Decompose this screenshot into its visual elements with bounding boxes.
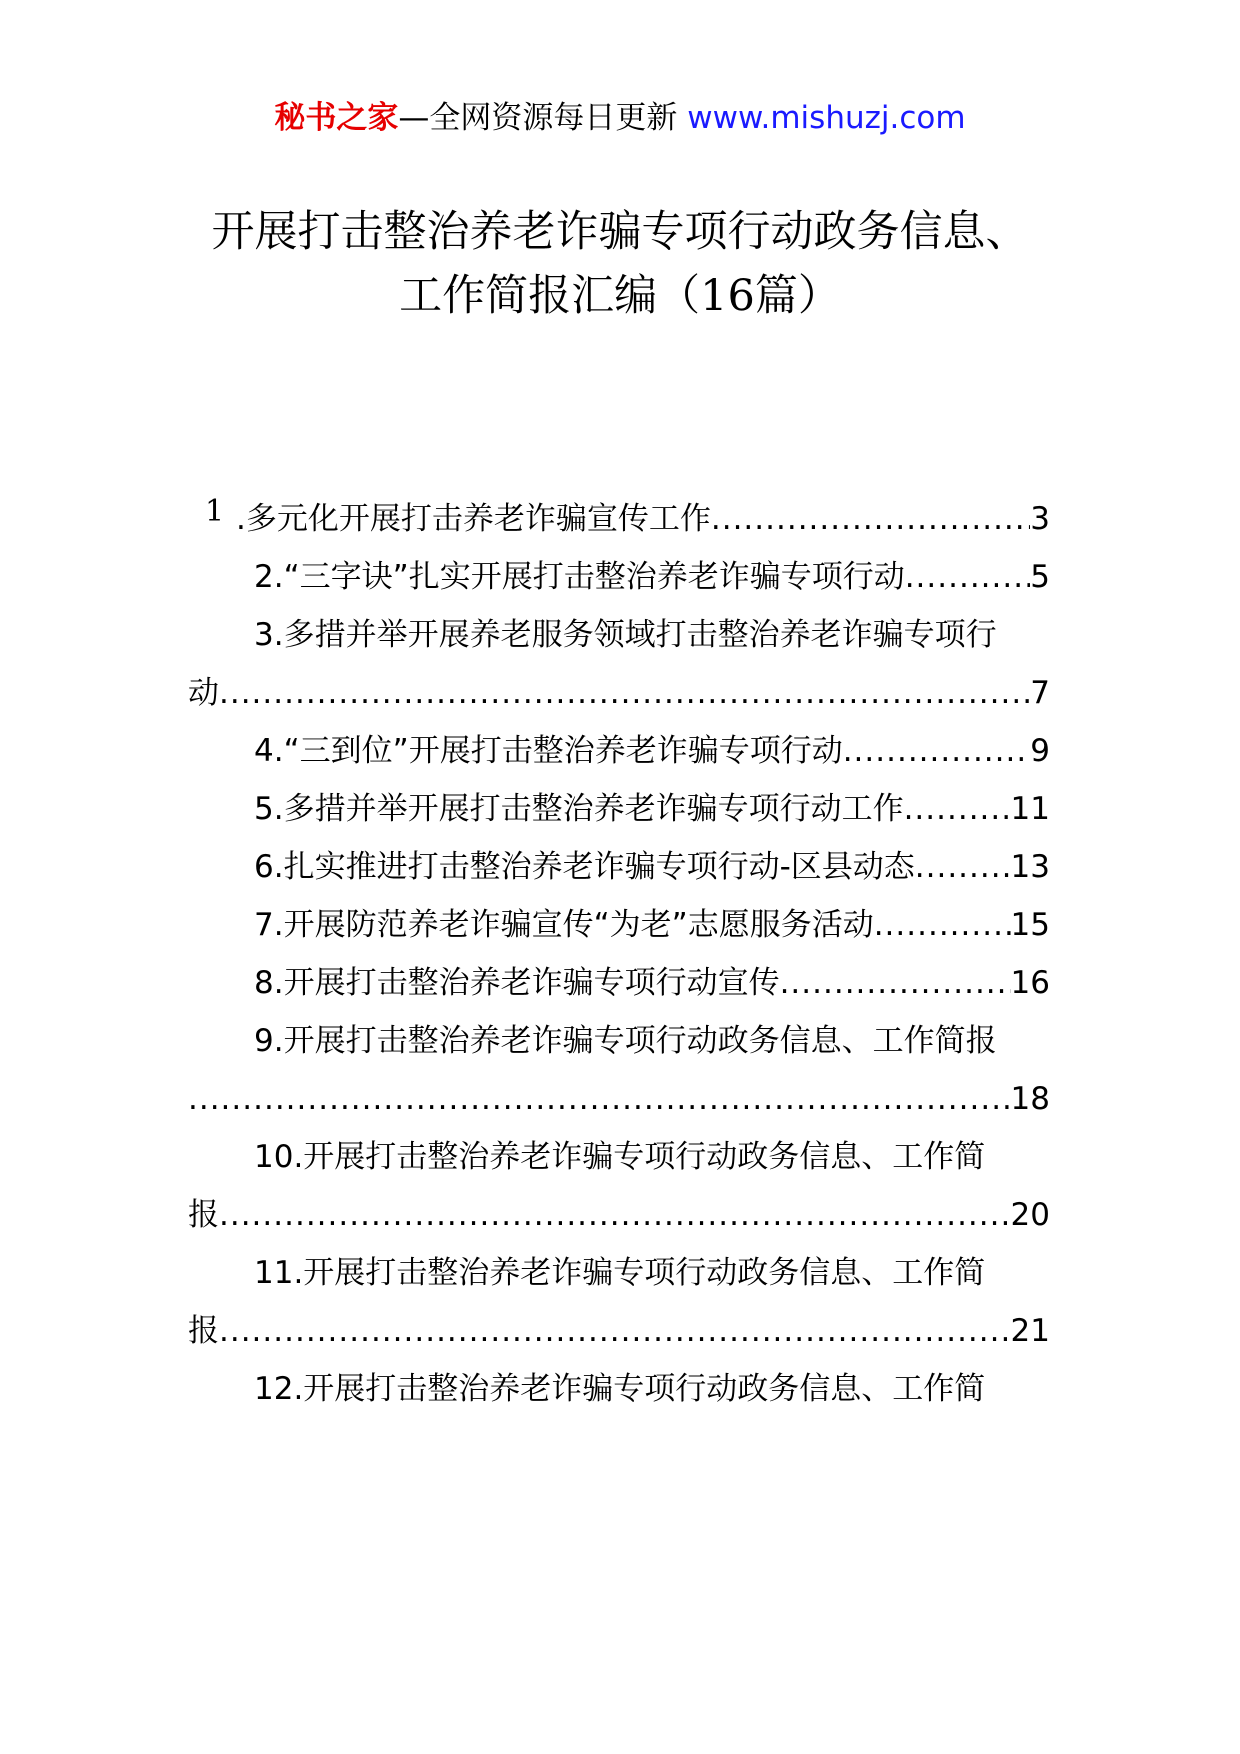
title-line-2-prefix: 工作简报汇编（ (399, 271, 701, 321)
toc-item[interactable] (188, 902, 1050, 948)
toc-item-title: 12.开展打击整治养老诈骗专项行动政务信息、工作简 (254, 1371, 986, 1407)
title-count: 16 (700, 271, 755, 321)
header-slogan: —全网资源每日更新 (398, 100, 678, 136)
toc-leader (711, 496, 1030, 542)
toc-item-title: 7.开展防范养老诈骗宣传“为老”志愿服务活动 (254, 907, 874, 943)
document-title (140, 200, 1100, 328)
toc-item-title: 4.“三到位”开展打击整治养老诈骗专项行动 (254, 733, 843, 769)
toc-item-title: 5.多措并举开展打击整治养老诈骗专项行动工作 (254, 791, 904, 827)
toc-leader (904, 786, 1011, 832)
toc-item-title: 报 (188, 1197, 219, 1233)
toc-leader (780, 960, 1011, 1006)
toc-item[interactable] (188, 1366, 1050, 1412)
toc-page-number: 21 (1010, 1313, 1050, 1349)
toc-item-title: 8.开展打击整治养老诈骗专项行动宣传 (254, 965, 780, 1001)
page-header (0, 98, 1240, 138)
toc-page-number: 5 (1030, 559, 1050, 595)
toc-item-title: 10.开展打击整治养老诈骗专项行动政务信息、工作简 (254, 1139, 986, 1175)
toc-item[interactable] (188, 612, 1050, 658)
toc-page-number: 18 (1010, 1081, 1050, 1117)
toc-item[interactable] (188, 1018, 1050, 1064)
toc-item-title: 3.多措并举开展养老服务领域打击整治养老诈骗专项行 (254, 617, 997, 653)
toc-number: 1 (205, 494, 225, 529)
title-line-2 (140, 264, 1100, 328)
toc-page-number: 11 (1010, 791, 1050, 827)
toc-item[interactable] (188, 1250, 1050, 1296)
toc-leader (915, 844, 1011, 890)
site-link[interactable]: www.mishuzj.com (687, 100, 966, 136)
title-line-2-suffix: 篇） (754, 271, 841, 321)
toc-item-continued[interactable] (188, 670, 1050, 716)
toc-item-continued[interactable] (188, 1076, 1050, 1122)
toc-item-title: 报 (188, 1313, 219, 1349)
toc-item-continued[interactable] (188, 1308, 1050, 1354)
toc-leader (874, 902, 1011, 948)
toc-page-number: 13 (1010, 849, 1050, 885)
toc-leader (219, 1192, 1011, 1238)
toc-item[interactable] (188, 496, 1050, 542)
toc-leader (188, 1076, 1011, 1122)
toc-page-number: 16 (1010, 965, 1050, 1001)
toc-item-title: .多元化开展打击养老诈骗宣传工作 (236, 501, 711, 537)
toc-item-title: 2.“三字诀”扎实开展打击整治养老诈骗专项行动 (254, 559, 905, 595)
toc-page-number: 15 (1010, 907, 1050, 943)
toc-item[interactable] (188, 728, 1050, 774)
toc-item-title: 9.开展打击整治养老诈骗专项行动政务信息、工作简报 (254, 1023, 997, 1059)
toc-item[interactable] (188, 786, 1050, 832)
toc-page-number: 9 (1030, 733, 1050, 769)
toc-page-number: 20 (1010, 1197, 1050, 1233)
toc-item-continued[interactable] (188, 1192, 1050, 1238)
toc-page-number: 3 (1030, 501, 1050, 537)
toc-leader (905, 554, 1031, 600)
toc-page-number: 7 (1030, 675, 1050, 711)
toc-item-title: 11.开展打击整治养老诈骗专项行动政务信息、工作简 (254, 1255, 986, 1291)
toc-leader (219, 1308, 1011, 1354)
toc-item[interactable] (188, 960, 1050, 1006)
brand-name: 秘书之家 (274, 100, 399, 136)
toc-item[interactable] (188, 1134, 1050, 1180)
toc-leader (219, 670, 1030, 716)
toc-item-title: 动 (188, 675, 219, 711)
toc-item[interactable] (188, 844, 1050, 890)
toc-item[interactable] (188, 554, 1050, 600)
toc-leader (843, 728, 1031, 774)
toc-item-title: 6.扎实推进打击整治养老诈骗专项行动-区县动态 (254, 849, 915, 885)
title-line-1: 开展打击整治养老诈骗专项行动政务信息、 (211, 207, 1029, 257)
